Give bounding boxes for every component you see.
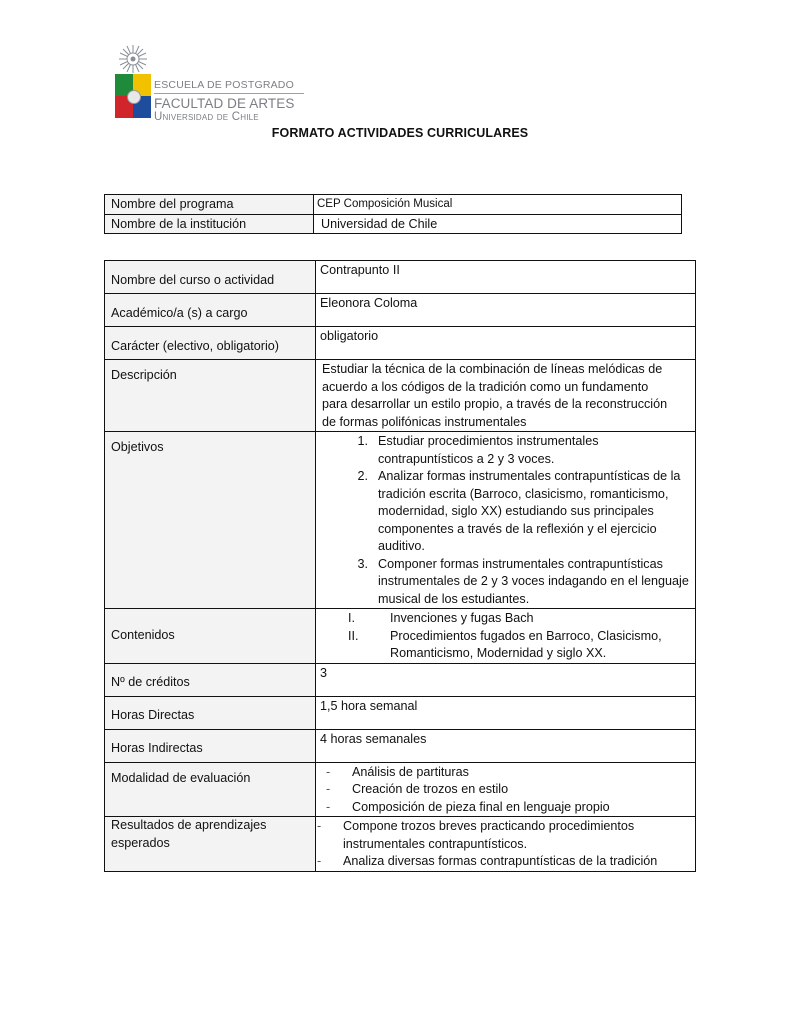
objective-number: 3.	[357, 556, 368, 571]
result-line: Compone trozos breves practicando procedimientos	[343, 819, 635, 833]
indirect-hours-label: Horas Indirectas	[105, 729, 316, 762]
description-line: Estudiar la técnica de la combinación de líneas melódicas de	[322, 362, 663, 376]
course-table	[104, 260, 696, 872]
logo-line-university: Universidad de Chile	[154, 111, 259, 123]
table-row	[105, 609, 696, 664]
logo-line-faculty: FACULTAD DE ARTES	[154, 95, 295, 111]
institution-name-value: Universidad de Chile	[314, 214, 682, 234]
description-label: Descripción	[105, 360, 316, 432]
objective-line: musical de los estudiantes.	[378, 591, 530, 606]
objective-line: modernidad, siglo XX) estudiando sus principales	[378, 504, 654, 518]
program-name-value: CEP Composición Musical	[314, 195, 682, 215]
objective-item	[320, 556, 689, 609]
table-row	[105, 261, 696, 294]
logo-text	[154, 80, 304, 124]
results-label-line: Resultados de aprendizajes	[111, 818, 267, 832]
objective-line: contrapuntísticos a 2 y 3 voces.	[378, 451, 555, 466]
logo-line-school: ESCUELA DE POSTGRADO	[154, 80, 304, 94]
credits-value: 3	[316, 663, 696, 696]
program-table	[104, 194, 682, 234]
crest-shield-icon	[115, 74, 151, 118]
table-row	[105, 817, 696, 872]
course-name-label: Nombre del curso o actividad	[105, 261, 316, 294]
result-item	[317, 818, 689, 853]
course-name-value: Contrapunto II	[316, 261, 696, 294]
institution-name-label: Nombre de la institución	[105, 214, 314, 234]
table-row	[105, 762, 696, 817]
table-row	[105, 360, 696, 432]
bullet-dash: -	[317, 819, 322, 833]
character-label: Carácter (electivo, obligatorio)	[105, 327, 316, 360]
description-value	[316, 360, 696, 432]
table-row	[105, 214, 682, 234]
results-label	[105, 817, 316, 872]
academic-value: Eleonora Coloma	[316, 294, 696, 327]
result-item	[317, 853, 689, 871]
contents-label: Contenidos	[105, 609, 316, 664]
objective-item	[320, 468, 689, 556]
evaluation-text: Composición de pieza final en lenguaje propio	[352, 799, 610, 814]
contents-list	[316, 609, 696, 664]
objective-line: Analizar formas instrumentales contrapuntísticas de la	[378, 469, 681, 483]
bullet-dash: -	[317, 854, 322, 868]
indirect-hours-value: 4 horas semanales	[316, 729, 696, 762]
credits-label: Nº de créditos	[105, 663, 316, 696]
results-label-line: esperados	[111, 835, 170, 850]
evaluation-item	[320, 781, 689, 799]
objectives-list	[316, 432, 696, 609]
table-row	[105, 663, 696, 696]
objective-line: auditivo.	[378, 539, 425, 553]
table-row	[105, 729, 696, 762]
objective-line: Estudiar procedimientos instrumentales	[378, 434, 599, 448]
program-name-label: Nombre del programa	[105, 195, 314, 215]
result-line: instrumentales contrapuntísticos.	[343, 836, 528, 851]
objective-number: 1.	[357, 434, 368, 448]
direct-hours-label: Horas Directas	[105, 696, 316, 729]
objective-line: componentes a través de la reflexión y el ejercicio	[378, 521, 657, 536]
evaluation-item	[320, 799, 689, 817]
table-row	[105, 696, 696, 729]
table-row	[105, 195, 682, 215]
content-number: I.	[348, 611, 355, 625]
description-line: para desarrollar un estilo propio, a través de la reconstrucción	[322, 397, 668, 411]
result-line: Analiza diversas formas contrapuntísticas de la tradición	[343, 854, 658, 868]
bullet-dash: -	[326, 764, 331, 779]
evaluation-label: Modalidad de evaluación	[105, 762, 316, 817]
objective-item	[320, 433, 689, 468]
content-number: II.	[348, 628, 359, 643]
evaluation-text: Creación de trozos en estilo	[352, 782, 509, 796]
content-line: Procedimientos fugados en Barroco, Clasicismo,	[390, 628, 662, 643]
character-value: obligatorio	[316, 327, 696, 360]
objective-line: instrumentales de 2 y 3 voces indagando en el lenguaje	[378, 574, 689, 588]
star-emblem-icon	[118, 44, 148, 74]
content-line: Invenciones y fugas Bach	[390, 611, 534, 625]
university-logo	[112, 44, 312, 123]
content-item	[320, 628, 689, 663]
evaluation-text: Análisis de partituras	[352, 764, 469, 779]
evaluation-item	[320, 764, 689, 782]
table-row	[105, 294, 696, 327]
bullet-dash: -	[326, 782, 331, 796]
content-line: Romanticismo, Modernidad y siglo XX.	[390, 646, 607, 660]
objective-line: Componer formas instrumentales contrapuntísticas	[378, 556, 663, 571]
objective-number: 2.	[357, 469, 368, 483]
description-line: acuerdo a los códigos de la tradición como un fundamento	[322, 379, 649, 394]
academic-label: Académico/a (s) a cargo	[105, 294, 316, 327]
objectives-label: Objetivos	[105, 432, 316, 609]
evaluation-list	[316, 762, 696, 817]
document-title: FORMATO ACTIVIDADES CURRICULARES	[271, 126, 529, 140]
table-row	[105, 432, 696, 609]
bullet-dash: -	[326, 799, 331, 814]
description-line: de formas polifónicas instrumentales	[322, 414, 527, 429]
results-list	[316, 817, 696, 872]
objective-line: tradición escrita (Barroco, clasicismo, romanticismo,	[378, 486, 669, 501]
content-item	[320, 610, 689, 628]
table-row	[105, 327, 696, 360]
direct-hours-value: 1,5 hora semanal	[316, 696, 696, 729]
